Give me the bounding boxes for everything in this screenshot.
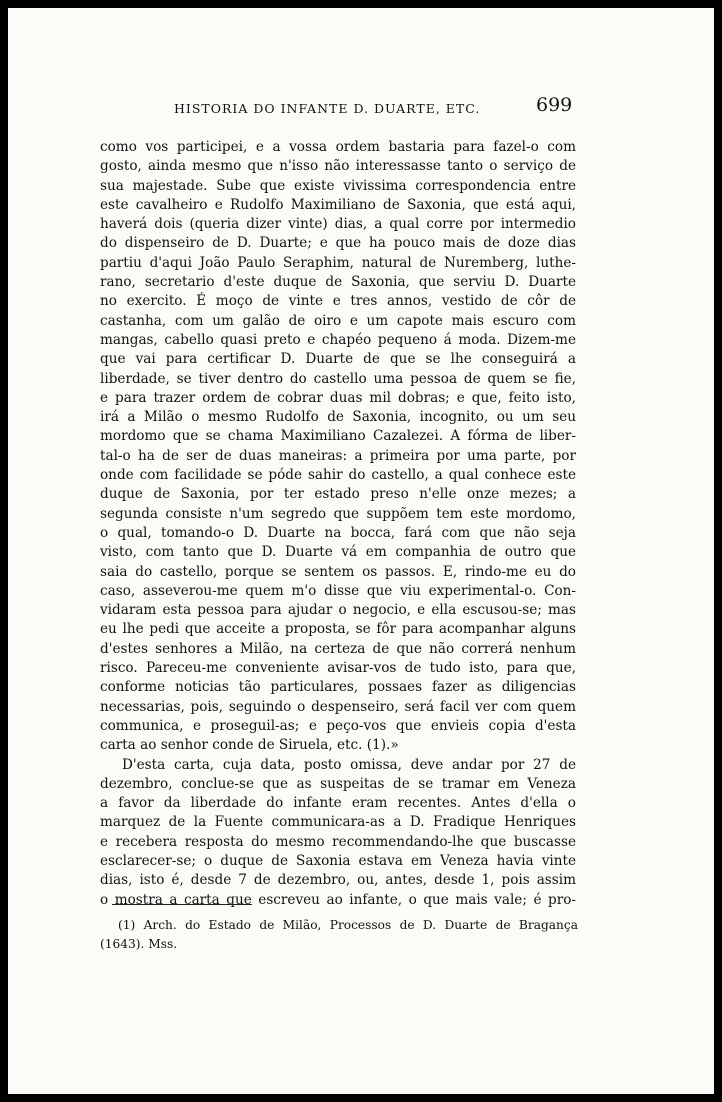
text-line: tal-o ha de ser de duas maneiras: a primeira por uma parte, por <box>100 447 576 464</box>
text-line: e para trazer ordem de cobrar duas mil dobras; e que, feito isto, <box>100 389 576 406</box>
text-line: d'estes senhores a Milão, na certeza de que não correrá nenhum <box>100 640 576 657</box>
text-line: gosto, ainda mesmo que n'isso não interessasse tanto o serviço de <box>100 158 576 175</box>
footnote-divider <box>112 904 252 905</box>
footnote-line: (1643). Mss. <box>100 937 178 951</box>
text-line: do dispenseiro de D. Duarte; e que ha pouco mais de doze dias <box>100 235 576 252</box>
page-header <box>8 94 714 120</box>
text-line: partiu d'aqui João Paulo Seraphim, natural de Nuremberg, luthe- <box>100 254 576 271</box>
text-line: visto, com tanto que D. Duarte vá em companhia de outro que <box>100 544 576 561</box>
text-line: necessarias, pois, seguindo o despenseiro, será facil ver com quem <box>100 698 576 715</box>
text-line: sua majestade. Sube que existe vivissima correspondencia entre <box>100 177 576 194</box>
text-line: communica, e proseguil-as; e peço-vos que envieis copia d'esta <box>100 717 576 734</box>
text-line: o qual, tomando-o D. Duarte na bocca, fará com que não seja <box>100 524 576 541</box>
text-line: conforme noticias tão particulares, possaes fazer as diligencias <box>100 679 576 696</box>
footnote <box>100 916 578 954</box>
text-line: D'esta carta, cuja data, posto omissa, deve andar por 27 de <box>122 756 576 773</box>
body-text <box>100 138 576 910</box>
text-line: a favor da liberdade do infante eram recentes. Antes d'ella o <box>100 795 576 812</box>
text-line: liberdade, se tiver dentro do castello uma pessoa de quem se fie, <box>100 370 576 387</box>
text-line: o mostra a carta que escreveu ao infante, o que mais vale; é pro- <box>100 891 576 908</box>
text-line: eu lhe pedi que acceite a proposta, se fôr para acompanhar alguns <box>100 621 576 638</box>
text-line: e recebera resposta do mesmo recommendando-lhe que buscasse <box>100 833 576 850</box>
text-line: dias, isto é, desde 7 de dezembro, ou, antes, desde 1, pois assim <box>100 872 576 889</box>
text-line: mangas, cabello quasi preto e chapéo pequeno á moda. Dizem-me <box>100 331 576 348</box>
text-line: haverá dois (queria dizer vinte) dias, a qual corre por intermedio <box>100 216 576 233</box>
text-line: castanha, com um galão de oiro e um capote mais escuro com <box>100 312 576 329</box>
text-line: carta ao senhor conde de Siruela, etc. (1).» <box>100 737 399 754</box>
text-line: dezembro, conclue-se que as suspeitas de se tramar em Veneza <box>100 775 576 792</box>
running-title: HISTORIA DO INFANTE D. DUARTE, ETC. <box>174 101 481 116</box>
text-line: este cavalheiro e Rudolfo Maximiliano de Saxonia, que está aqui, <box>100 196 576 213</box>
text-line: risco. Pareceu-me conveniente avisar-vos de tudo isto, para que, <box>100 660 576 677</box>
book-page <box>8 8 714 1094</box>
text-line: no exercito. É moço de vinte e tres annos, vestido de côr de <box>100 293 576 310</box>
text-line: segunda consiste n'um segredo que suppõem tem este mordomo, <box>100 505 576 522</box>
text-line: rano, secretario d'este duque de Saxonia, que serviu D. Duarte <box>100 274 576 291</box>
text-line: caso, asseverou-me quem m'o disse que viu experimental-o. Con- <box>100 582 576 599</box>
text-line: como vos participei, e a vossa ordem bastaria para fazel-o com <box>100 139 576 155</box>
text-line: esclarecer-se; o duque de Saxonia estava em Veneza havia vinte <box>100 852 576 869</box>
footnote-line: (1) Arch. do Estado de Milão, Processos de D. Duarte de Bragança <box>118 918 578 932</box>
text-line: onde com facilidade se póde sahir do castello, a qual conhece este <box>100 467 576 484</box>
text-line: duque de Saxonia, por ter estado preso n'elle onze mezes; a <box>100 486 576 503</box>
text-line: marquez de la Fuente communicara-as a D. Fradique Henriques <box>100 814 576 831</box>
text-line: saia do castello, porque se sentem os passos. E, rindo-me eu do <box>100 563 576 580</box>
page-number: 699 <box>536 94 573 116</box>
text-line: irá a Milão o mesmo Rudolfo de Saxonia, incognito, ou um seu <box>100 409 576 426</box>
text-line: que vai para certificar D. Duarte de que se lhe conseguirá a <box>100 351 576 368</box>
text-line: mordomo que se chama Maximiliano Cazalezei. A fórma de liber- <box>100 428 576 445</box>
text-line: vidaram esta pessoa para ajudar o negocio, e ella escusou-se; mas <box>100 602 576 619</box>
